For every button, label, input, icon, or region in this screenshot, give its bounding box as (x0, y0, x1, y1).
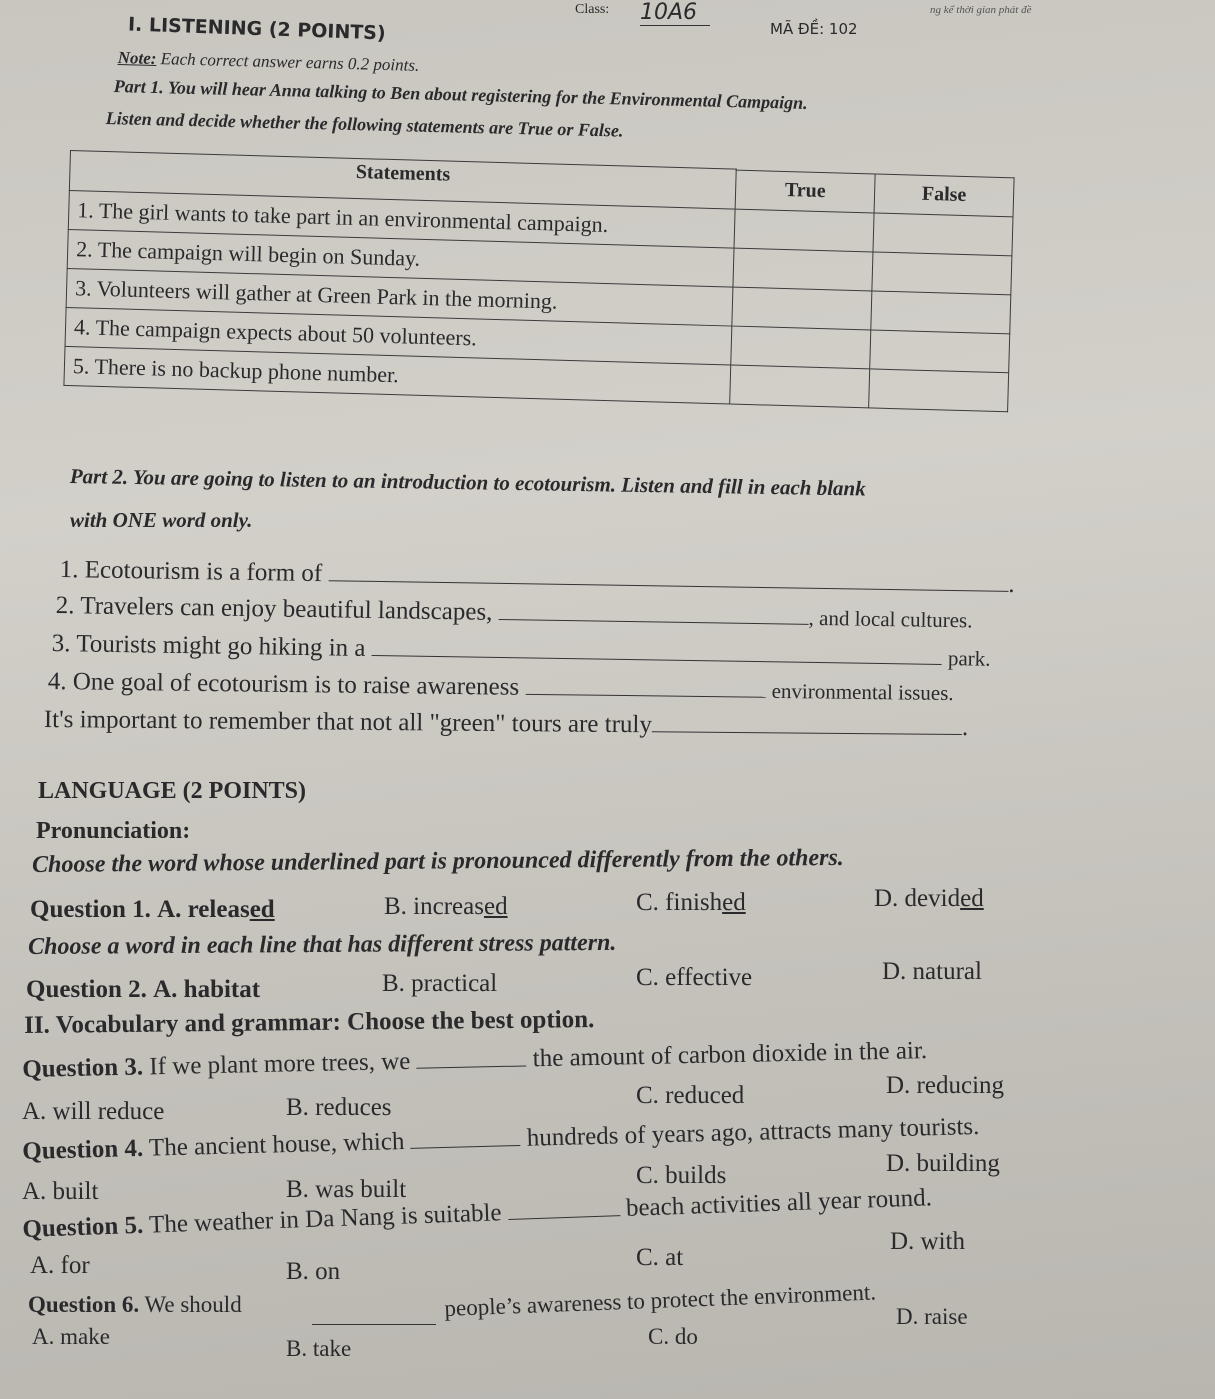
part1-title: Part 1. You will hear Anna talking to Ben about registering for the Environmental Campaign. (113, 76, 808, 113)
false-cell-5[interactable] (869, 368, 1009, 411)
q5-option-a[interactable]: A. for (30, 1252, 90, 1279)
question-6-label-wrap (28, 1292, 242, 1318)
fill-1-blank[interactable] (328, 580, 1008, 592)
q4-option-d[interactable]: D. building (886, 1150, 1000, 1177)
fill-2-blank[interactable] (499, 619, 809, 625)
q5-option-b[interactable]: B. on (286, 1258, 341, 1285)
part2-title: Part 2. You are going to listen to an introduction to ecotourism. Listen and fill in each blank (69, 464, 866, 501)
q5-label: Question 5. (22, 1211, 144, 1243)
fill-1-end: . (1008, 570, 1015, 598)
note-text: Each correct answer earns 0.2 points. (160, 49, 420, 75)
vocab-title: II. Vocabulary and grammar: Choose the best option. (24, 1006, 595, 1039)
part2-title-line2: with ONE word only. (70, 508, 253, 532)
q2-option-d[interactable]: D. natural (882, 958, 982, 985)
q5-option-d[interactable]: D. with (890, 1228, 965, 1255)
col-statements: Statements (69, 151, 736, 209)
true-cell-1[interactable] (734, 209, 874, 252)
q1-option-b-underlined: ed (483, 893, 508, 920)
fill-item-5 (44, 706, 969, 742)
q4-text: The ancient house, which (148, 1127, 405, 1162)
q1-label: Question 1. (30, 896, 151, 923)
true-cell-3[interactable] (732, 287, 872, 330)
class-value: 10A6 (640, 0, 710, 26)
q6-option-c[interactable]: C. do (648, 1324, 698, 1349)
fill-4-text: 4. One goal of ecotourism is to raise awareness (47, 668, 520, 701)
q5-text-end: beach activities all year round. (625, 1184, 933, 1222)
q6-option-b[interactable]: B. take (286, 1336, 352, 1361)
q6-text: We should (144, 1292, 242, 1317)
fill-5-text: It's important to remember that not all "green" tours are truly (43, 706, 653, 739)
question-4 (22, 1113, 980, 1166)
q1-option-c: C. finish (636, 889, 723, 916)
exam-code: MÃ ĐỀ: 102 (770, 20, 858, 38)
question-2 (26, 976, 260, 1004)
q6-text-end: people’s awareness to protect the environment. (444, 1279, 877, 1321)
true-cell-2[interactable] (733, 248, 873, 291)
q2-label: Question 2. (26, 976, 147, 1003)
q6-option-a[interactable]: A. make (32, 1324, 110, 1349)
q4-blank (411, 1145, 521, 1149)
q4-option-b[interactable]: B. was built (286, 1176, 407, 1203)
q1-option-a[interactable]: A. releas (157, 896, 250, 923)
question-5 (22, 1184, 932, 1244)
fill-3-end: park. (947, 646, 991, 671)
col-true: True (735, 170, 875, 213)
q3-label: Question 3. (22, 1053, 144, 1083)
fill-2-end: , and local cultures. (808, 605, 973, 633)
fill-3-text: 3. Tourists might go hiking in a (51, 630, 366, 662)
q3-text-end: the amount of carbon dioxide in the air. (532, 1037, 928, 1073)
q3-text: If we plant more trees, we (149, 1047, 411, 1081)
q5-text: The weather in Da Nang is suitable (148, 1199, 502, 1239)
question-1 (30, 896, 275, 924)
q3-option-b[interactable]: B. reduces (286, 1094, 392, 1121)
col-false: False (874, 173, 1014, 216)
fill-3-blank[interactable] (372, 655, 942, 665)
q6-option-d[interactable]: D. raise (896, 1304, 968, 1329)
fill-5-end: . (961, 714, 969, 742)
q5-blank (508, 1215, 620, 1220)
q1-option-d: D. devid (874, 885, 961, 912)
note-line (117, 48, 419, 76)
q3-option-c[interactable]: C. reduced (636, 1082, 745, 1109)
corner-note: ng kể thời gian phát đề (930, 4, 1032, 16)
class-label: Class: (575, 2, 610, 17)
statement-1: 1. The girl wants to take part in an environmental campaign. (68, 190, 735, 248)
fill-1-text: 1. Ecotourism is a form of (59, 556, 323, 588)
fill-item-4 (48, 668, 954, 707)
pronunciation-title: Pronunciation: (36, 818, 191, 844)
q3-option-a[interactable]: A. will reduce (22, 1098, 165, 1125)
q1-option-c-wrap[interactable] (636, 889, 746, 917)
false-cell-4[interactable] (870, 329, 1010, 372)
q2-option-b[interactable]: B. practical (382, 970, 498, 997)
false-cell-1[interactable] (873, 212, 1013, 255)
true-cell-4[interactable] (731, 326, 871, 369)
q1-option-a-underlined: ed (249, 896, 275, 923)
listening-title: I. LISTENING (2 POINTS) (127, 13, 386, 45)
statement-5: 5. There is no backup phone number. (64, 346, 731, 404)
true-cell-5[interactable] (730, 365, 870, 408)
fill-5-blank[interactable] (652, 731, 962, 735)
statement-3: 3. Volunteers will gather at Green Park in the morning. (66, 268, 733, 326)
false-cell-3[interactable] (871, 290, 1011, 333)
q6-label: Question 6. (28, 1292, 140, 1317)
q2-option-a[interactable]: A. habitat (153, 976, 261, 1003)
q1-option-b-wrap[interactable] (384, 893, 508, 921)
false-cell-2[interactable] (872, 251, 1012, 294)
statement-2: 2. The campaign will begin on Sunday. (67, 229, 734, 287)
language-title: LANGUAGE (2 POINTS) (38, 778, 307, 804)
fill-2-text: 2. Travelers can enjoy beautiful landscapes, (55, 592, 493, 626)
q4-label: Question 4. (22, 1134, 144, 1165)
statement-4: 4. The campaign expects about 50 volunteers. (65, 307, 732, 365)
question-3 (22, 1037, 927, 1084)
part1-instructions: Listen and decide whether the following statements are True or False. (105, 108, 624, 141)
fill-item-1 (60, 556, 1015, 599)
fill-4-end: environmental issues. (771, 678, 954, 706)
q3-option-d[interactable]: D. reducing (886, 1072, 1005, 1099)
q4-option-a[interactable]: A. built (22, 1178, 99, 1205)
q1-option-c-underlined: ed (722, 889, 746, 916)
fill-4-blank[interactable] (525, 694, 765, 698)
q1-option-d-wrap[interactable] (874, 885, 984, 913)
stress-instructions: Choose a word in each line that has different stress pattern. (28, 929, 617, 960)
statements-table (63, 150, 1014, 412)
q6-blank (312, 1324, 436, 1325)
fill-item-3 (52, 630, 991, 673)
q5-option-c[interactable]: C. at (636, 1244, 684, 1271)
fill-item-2 (56, 592, 973, 634)
note-label: Note: (117, 48, 157, 69)
q4-option-c[interactable]: C. builds (636, 1162, 727, 1189)
q3-blank (417, 1065, 527, 1068)
q2-option-c[interactable]: C. effective (636, 964, 753, 991)
q1-option-d-underlined: ed (960, 885, 984, 912)
pronunciation-instructions: Choose the word whose underlined part is pronounced differently from the others. (32, 844, 844, 878)
q1-option-b: B. increas (384, 893, 484, 920)
q4-text-end: hundreds of years ago, attracts many tourists. (526, 1112, 980, 1152)
